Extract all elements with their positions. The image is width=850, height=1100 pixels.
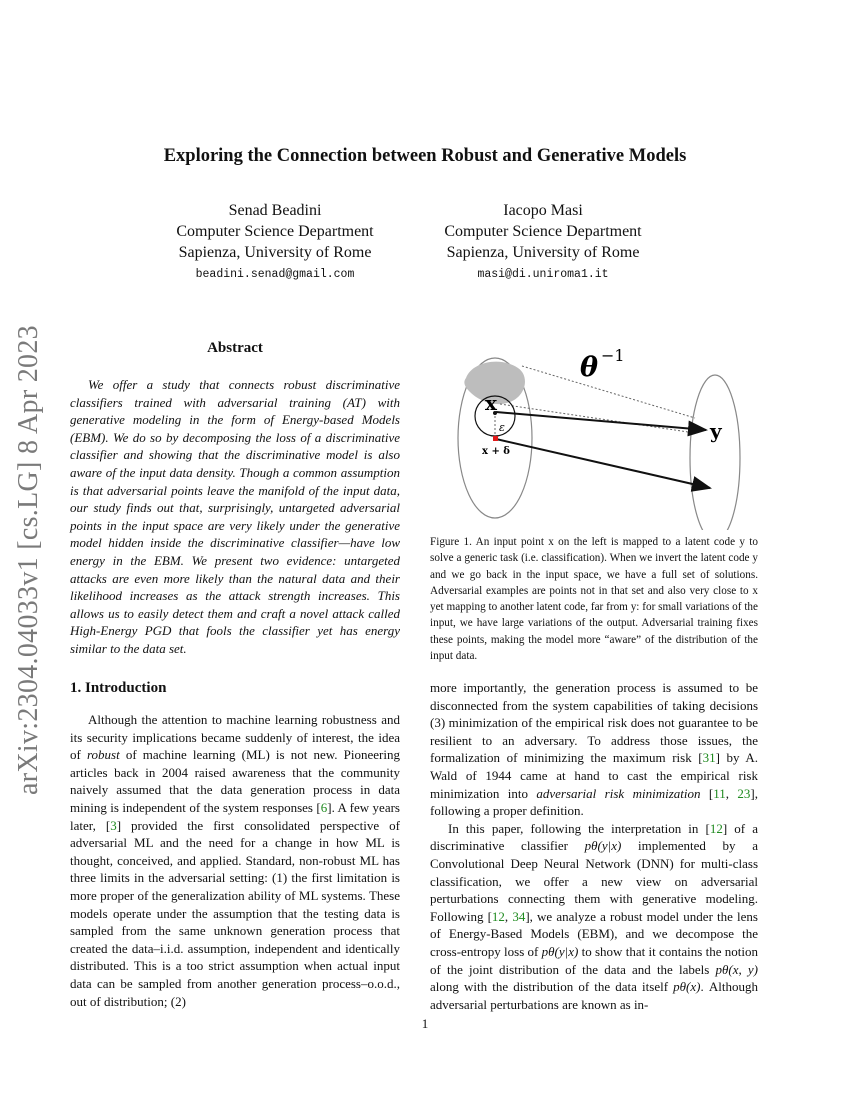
inverse-dotted-top — [522, 366, 695, 418]
text-run: In this paper, following the interpretation in [ — [448, 820, 710, 836]
text-run: ] provided the first consolidated perspective of adversarial ML and the need for a change in how ML is thought, conceived, and applied. Standard, non-robust ML has three limits in the adversarial setting: (1) the first limitation is more proper of the generalization ability of ML systems. These models operate under the assumption that the testing data is sampled from the same unknown generation process that created the data–i.i.d. assumption, independent and identically distributed. This is a too strict assumption when actual input data can be sampled from another generation process–o.o.d., out of distribution; (2) — [70, 817, 400, 1009]
text-run: ] of a discriminative classifier — [430, 820, 758, 854]
text-run: more importantly, the generation process is assumed to be disconnected from the system capabilities of taking decisions (3) minimization of the empirical risk does not guarantee to be resilient to an adversary. To address those issues, the formalization of minimizing the maximum risk [ — [430, 680, 758, 766]
citation-link[interactable]: 6 — [320, 799, 328, 815]
perturbed-input-label: x + δ — [482, 446, 510, 457]
citation-link[interactable]: 12 — [709, 820, 723, 836]
text-run: . Although adversarial perturbations are known as in- — [430, 979, 758, 1012]
text-run: of machine learning (ML) is not new. Pioneering articles back in 2004 raised awareness that the community naively assumed that the data generation process in data mining is independent of the system responses [ — [70, 747, 400, 815]
author-name: Senad Beadini — [228, 202, 322, 219]
text-run: along with the distribution of the data itself — [430, 979, 674, 995]
section-heading-introduction: 1. Introduction — [70, 680, 167, 696]
figure-1-diagram — [430, 338, 758, 530]
abstract-body — [70, 376, 400, 658]
abstract-text: We offer a study that connects robust discriminative classifiers trained with adversarial training (AT) with generative modeling in the form of Energy-based Models (EBM). We do so by decomposing the loss of a discriminative classifier and showing that the discriminative model is also aware of the input data density. Though a common assumption is that adversarial points leave the manifold of the input data, our study finds out that, surprisingly, untargeted adversarial points in the input space are very likely under the generative model hidden inside the discriminative classifier—have low energy in the EBM. We present two evidence: untargeted attacks are even more likely than the natural data and their likelihood increases as the attack strength increases. This allows us to easily detect them and craft a novel attack called High-Energy PGD that fools the classifier yet has energy similar to the data set. — [70, 377, 400, 656]
author-email: beadini.senad@gmail.com — [195, 268, 355, 281]
inverse-map-label: θ — [580, 352, 599, 383]
intro-column — [70, 711, 400, 1010]
emphasis-text: pθ(x, y) — [715, 961, 758, 977]
arxiv-stamp-text: arXiv:2304.04033v1 [cs.LG] 8 Apr 2023 — [13, 325, 44, 795]
abstract-heading: Abstract — [207, 340, 263, 356]
inverse-map-exponent: −1 — [601, 346, 625, 365]
author-block — [413, 200, 673, 283]
text-run: ] by A. Wald of 1944 came at hand to cast the empirical risk minimization into — [430, 750, 759, 801]
emphasis-text: pθ(y|x) — [541, 943, 579, 959]
latent-label: y — [710, 419, 722, 443]
body-paragraph — [430, 679, 758, 820]
figure-1-caption — [430, 534, 758, 664]
text-run: implemented by a Convolutional Deep Neural Network (DNN) for multi-class classification, we offer a new view on adversarial perturbations connecting them with generative modeling. Following [ — [430, 838, 759, 924]
text-run: Although the attention to machine learning robustness and its security implications became suddenly of interest, the idea of — [70, 712, 400, 763]
citation-link[interactable]: 3 — [110, 817, 117, 833]
text-run: to show that it contains the notion of the joint distribution of the data and the labels — [430, 943, 758, 977]
mapping-diagram — [430, 338, 758, 530]
text-run: ], we analyze a robust model under the lens of Energy-Based Models (EBM), and we decompose the cross-entropy loss of — [430, 908, 758, 959]
body-paragraph — [430, 820, 758, 1014]
citation-link[interactable]: 31 — [702, 750, 716, 766]
input-label: x — [485, 391, 497, 415]
latent-space-ellipse — [690, 375, 740, 530]
citation-link[interactable]: 23 — [737, 785, 751, 801]
text-run: ]. A few years later, [ — [70, 799, 400, 833]
emphasis-text: pθ(x) — [673, 979, 701, 995]
intro-paragraph — [70, 711, 400, 1010]
paper-title: Exploring the Connection between Robust and Generative Models — [163, 146, 687, 166]
arxiv-stamp — [8, 300, 50, 820]
emphasis-text: robust — [86, 747, 120, 763]
citation-link[interactable]: 12 — [491, 908, 505, 924]
adversarial-point — [493, 436, 498, 441]
text-run: ], following a proper definition. — [430, 785, 758, 819]
page-number: 1 — [421, 1016, 429, 1031]
text-run: [ — [700, 785, 714, 801]
text-run: , — [725, 785, 738, 801]
mapping-arrow — [496, 412, 706, 430]
adversarial-arrow — [496, 439, 710, 488]
caption-text: Figure 1. An input point x on the left is mapped to a latent code y to solve a generic task (i.e. classification). When we invert the latent code y and we go back in the input space, we have a full set of solutions. Adversarial examples are points not in that set and also very close to x yet mapping to another latent code, far from y: for small variations of the input, we have large variations of the output. Adversarial training fixes these points, making the model more “aware” of the distribution of the input data. — [430, 536, 758, 663]
inverse-dotted-bottom — [500, 404, 695, 433]
author-email: masi@di.uniroma1.it — [477, 268, 609, 281]
author-affiliation: Sapienza, University of Rome — [446, 244, 640, 261]
epsilon-label: ε — [499, 421, 505, 434]
author-department: Computer Science Department — [444, 223, 642, 240]
right-column-text — [430, 679, 758, 1013]
author-department: Computer Science Department — [176, 223, 374, 240]
author-name: Iacopo Masi — [503, 202, 583, 219]
text-run: , — [504, 908, 513, 924]
emphasis-text: adversarial risk minimization — [536, 785, 701, 801]
citation-link[interactable]: 11 — [713, 785, 726, 801]
author-affiliation: Sapienza, University of Rome — [178, 244, 372, 261]
citation-link[interactable]: 34 — [512, 908, 526, 924]
author-block — [145, 200, 405, 283]
emphasis-text: pθ(y|x) — [584, 838, 622, 854]
